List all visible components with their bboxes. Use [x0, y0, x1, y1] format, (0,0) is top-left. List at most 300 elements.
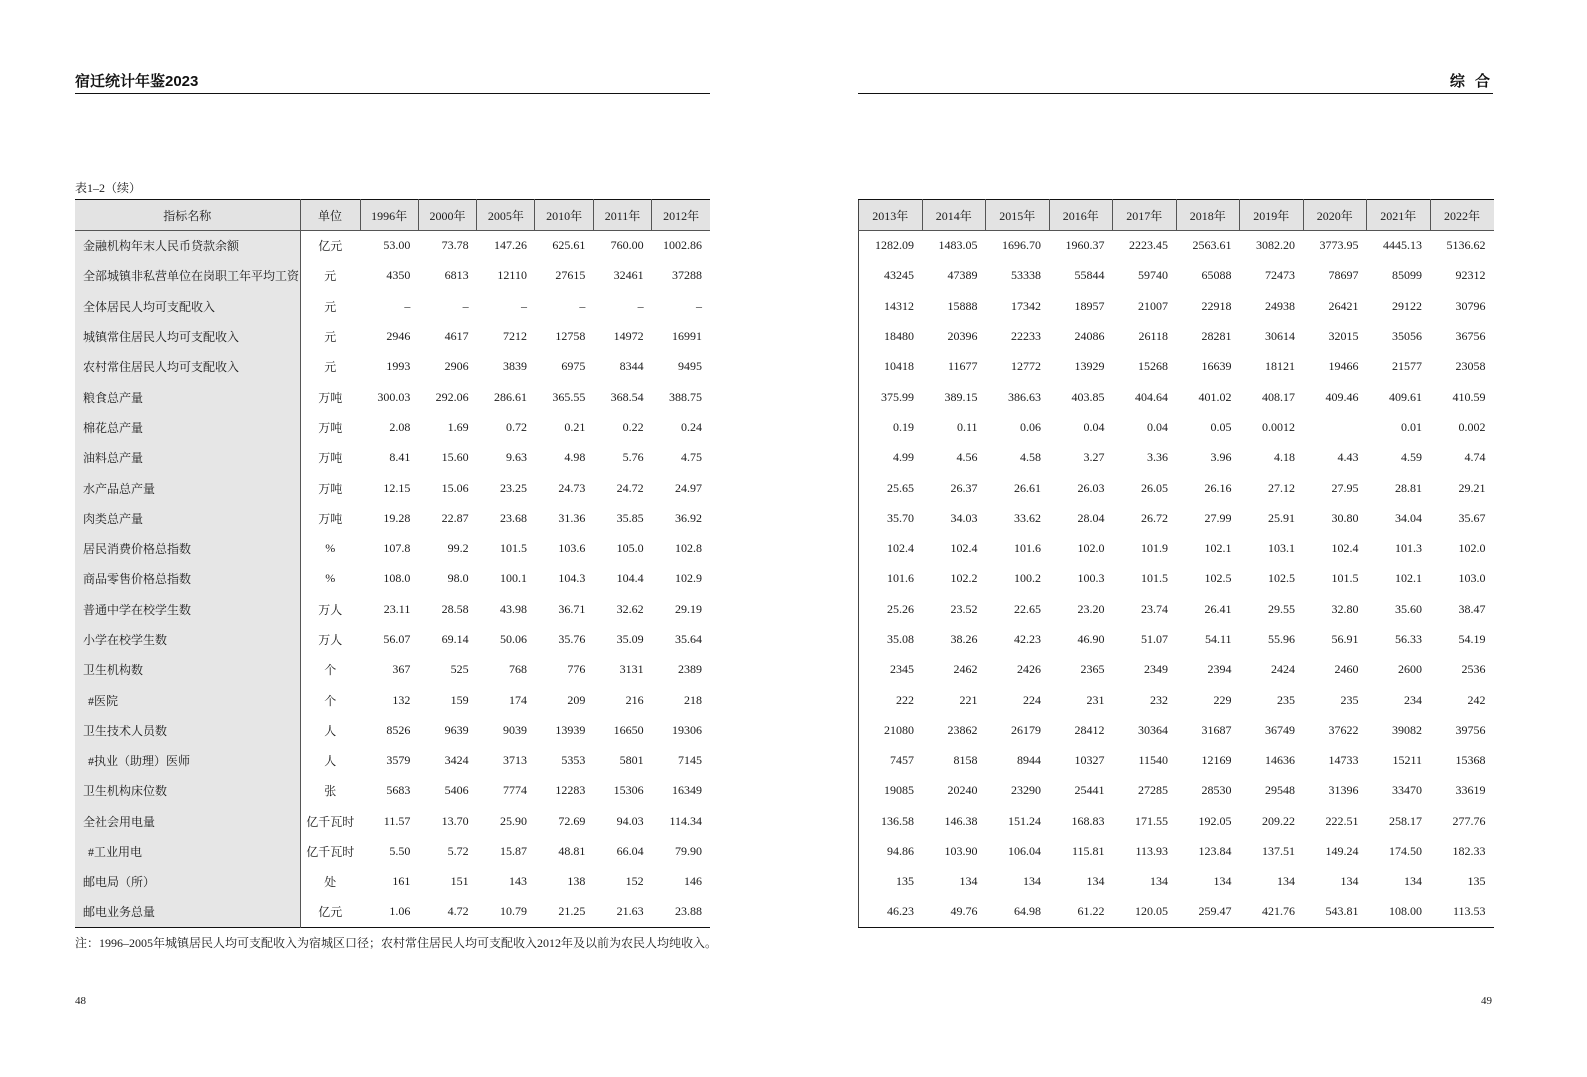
value-cell: 1002.86	[663, 238, 702, 253]
value-cell: –	[462, 298, 469, 313]
value-cell: 54.11	[1204, 632, 1232, 646]
value-cell: 26179	[1011, 722, 1041, 737]
value-cell: 102.0	[1077, 541, 1105, 556]
value-cell: 108.00	[1389, 904, 1422, 919]
unit-cell: 万吨	[318, 451, 343, 466]
value-cell: 543.81	[1325, 904, 1359, 919]
value-cell: 36749	[1265, 722, 1295, 737]
value-cell: 277.76	[1452, 813, 1486, 828]
unit-cell: 张	[324, 784, 337, 799]
value-cell: 66.04	[616, 844, 644, 859]
value-cell: 23.88	[675, 904, 702, 919]
value-cell: 409.46	[1325, 389, 1359, 404]
value-cell: 192.05	[1198, 813, 1232, 828]
unit-cell: 亿元	[318, 905, 343, 920]
value-cell: 625.61	[552, 238, 586, 253]
table-row	[859, 776, 1494, 806]
value-cell: 35.70	[887, 510, 914, 525]
value-cell: 171.55	[1135, 813, 1168, 828]
value-cell: 22233	[1011, 329, 1041, 344]
year-header: 2021年	[1367, 200, 1431, 231]
value-cell: 10327	[1074, 753, 1105, 768]
value-cell: 8526	[386, 722, 411, 737]
value-cell: 10.79	[499, 904, 527, 919]
value-cell: –	[696, 298, 702, 313]
value-cell: 23.11	[383, 601, 411, 616]
value-cell: 2394	[1207, 662, 1232, 677]
value-cell: 102.4	[950, 541, 978, 556]
value-cell: 3579	[386, 753, 411, 768]
indicator-cell: 全社会用电量	[75, 806, 300, 836]
value-cell: 26.37	[950, 480, 978, 495]
value-cell: 101.5	[1141, 571, 1168, 586]
value-cell: 4350	[386, 268, 411, 283]
table-row	[859, 655, 1494, 685]
value-cell: 367	[392, 662, 411, 677]
table-row	[75, 412, 710, 442]
value-cell: 49.76	[950, 904, 978, 919]
value-cell: 12758	[555, 329, 586, 344]
value-cell: 5.72	[447, 844, 469, 859]
value-cell: 94.03	[616, 813, 644, 828]
indicator-header: 指标名称	[75, 200, 300, 231]
table-row	[75, 594, 710, 624]
value-cell: 2462	[953, 662, 978, 677]
value-cell: 56.91	[1331, 632, 1359, 646]
value-cell: 2345	[890, 662, 914, 677]
value-cell: 101.5	[499, 541, 527, 556]
value-cell: 55844	[1074, 268, 1105, 283]
value-cell: 4.75	[681, 450, 702, 465]
value-cell: 388.75	[669, 389, 702, 404]
value-cell: 403.85	[1071, 389, 1105, 404]
value-cell: 0.0012	[1262, 419, 1295, 434]
table-body	[75, 231, 710, 928]
value-cell: –	[404, 298, 411, 313]
value-cell: 3713	[502, 753, 527, 768]
value-cell: 15888	[947, 298, 978, 313]
indicator-cell: 全体居民人均可支配收入	[75, 291, 300, 321]
table-row	[859, 231, 1494, 261]
value-cell: 17342	[1011, 298, 1041, 313]
year-header: 2022年	[1430, 200, 1494, 231]
value-cell: 151.24	[1008, 813, 1041, 828]
value-cell: 27.12	[1268, 480, 1295, 495]
table-row	[859, 867, 1494, 897]
table-row	[859, 503, 1494, 533]
value-cell: 33470	[1392, 783, 1422, 798]
value-cell: 168.83	[1071, 813, 1105, 828]
value-cell: –	[520, 298, 527, 313]
value-cell: 0.24	[681, 419, 702, 434]
value-cell: 389.15	[944, 389, 978, 404]
year-header: 2013年	[859, 200, 923, 231]
unit-cell: 万吨	[318, 481, 343, 496]
value-cell: 525	[450, 662, 469, 677]
value-cell: 22918	[1201, 298, 1232, 313]
value-cell: 258.17	[1389, 813, 1422, 828]
value-cell: 65088	[1201, 268, 1232, 283]
table-row	[859, 806, 1494, 836]
value-cell: 48.81	[558, 844, 586, 859]
value-cell: 9495	[678, 359, 702, 374]
value-cell: 36756	[1455, 329, 1486, 344]
value-cell: 32.80	[1331, 601, 1359, 616]
value-cell: 4.74	[1464, 450, 1486, 465]
value-cell: 159	[450, 692, 469, 707]
value-cell: 29.21	[1458, 480, 1486, 495]
value-cell: 99.2	[447, 541, 469, 556]
indicator-cell: 油料总产量	[75, 443, 300, 473]
value-cell: 5683	[386, 783, 411, 798]
value-cell: 232	[1150, 692, 1168, 707]
value-cell: 22.87	[441, 510, 469, 525]
value-cell: 69.14	[441, 632, 469, 646]
value-cell: 28281	[1201, 329, 1232, 344]
value-cell: 27285	[1138, 783, 1168, 798]
table-row	[859, 261, 1494, 291]
indicator-cell: 农村常住居民人均可支配收入	[75, 352, 300, 382]
value-cell: 760.00	[610, 238, 644, 253]
value-cell: 222.51	[1325, 813, 1359, 828]
value-cell: 401.02	[1198, 389, 1232, 404]
table-body	[859, 231, 1494, 928]
value-cell: 34.03	[950, 510, 978, 525]
value-cell: 134	[959, 874, 978, 889]
value-cell: 2424	[1271, 662, 1295, 677]
indicator-cell: 粮食总产量	[75, 382, 300, 412]
value-cell: 0.21	[564, 419, 586, 434]
value-cell: 13939	[555, 722, 586, 737]
value-cell: 12110	[497, 268, 527, 283]
table-row	[75, 655, 710, 685]
value-cell: 16639	[1201, 359, 1232, 374]
value-cell: 7145	[678, 753, 702, 768]
value-cell: 102.9	[675, 571, 702, 586]
value-cell: 0.19	[893, 419, 914, 434]
value-cell: 12772	[1011, 359, 1041, 374]
value-cell: 26118	[1138, 329, 1168, 344]
indicator-cell: 水产品总产量	[75, 473, 300, 503]
value-cell: 102.2	[950, 571, 978, 586]
unit-cell: 万人	[318, 602, 343, 617]
value-cell: 231	[1086, 692, 1105, 707]
value-cell: 18480	[884, 329, 914, 344]
value-cell: 102.1	[1395, 571, 1422, 586]
table-row	[859, 715, 1494, 745]
indicator-cell: 普通中学在校学生数	[75, 594, 300, 624]
value-cell: 14312	[884, 298, 914, 313]
value-cell: 21.63	[616, 904, 644, 919]
value-cell: 4.98	[564, 450, 586, 465]
value-cell: 292.06	[435, 389, 469, 404]
table-row	[859, 382, 1494, 412]
value-cell: 3.96	[1210, 450, 1232, 465]
value-cell: 6813	[444, 268, 469, 283]
header-row	[859, 200, 1494, 231]
unit-cell: 万吨	[318, 390, 343, 405]
value-cell: 2426	[1017, 662, 1041, 677]
value-cell: 30.80	[1331, 510, 1359, 525]
value-cell: 3839	[502, 359, 527, 374]
indicator-cell: 卫生机构床位数	[75, 776, 300, 806]
value-cell: 94.86	[887, 844, 914, 859]
unit-cell: 元	[324, 330, 337, 345]
value-cell: 103.90	[944, 844, 978, 859]
value-cell: 0.04	[1147, 419, 1168, 434]
value-cell: 102.5	[1204, 571, 1232, 586]
indicator-cell: 金融机构年末人民币贷款余额	[75, 231, 300, 261]
table-row	[859, 746, 1494, 776]
value-cell: 102.8	[675, 541, 702, 556]
value-cell: 0.22	[622, 419, 644, 434]
indicator-cell: 棉花总产量	[75, 412, 300, 442]
value-cell: 103.6	[558, 541, 586, 556]
value-cell: 152	[625, 874, 644, 889]
value-cell: 3.36	[1147, 450, 1168, 465]
value-cell: 28.58	[441, 601, 469, 616]
value-cell: 25441	[1074, 783, 1105, 798]
value-cell: 30796	[1455, 298, 1486, 313]
value-cell: 72473	[1265, 268, 1295, 283]
value-cell: 29548	[1265, 783, 1295, 798]
value-cell: 134	[1340, 874, 1359, 889]
table-row	[75, 503, 710, 533]
value-cell: 10418	[884, 359, 914, 374]
table-row	[859, 443, 1494, 473]
value-cell: 30364	[1138, 722, 1168, 737]
value-cell: 134	[1023, 874, 1041, 889]
value-cell: 2223.45	[1129, 238, 1168, 253]
value-cell: 3424	[444, 753, 469, 768]
value-cell: 209	[567, 692, 586, 707]
unit-cell: %	[325, 571, 336, 586]
value-cell: 113.53	[1452, 904, 1486, 919]
value-cell: 101.6	[887, 571, 914, 586]
value-cell: 0.05	[1210, 419, 1232, 434]
indicator-cell: 商品零售价格总指数	[75, 564, 300, 594]
year-header: 2020年	[1303, 200, 1367, 231]
indicator-cell: 邮电局（所）	[75, 867, 300, 897]
table-row	[75, 776, 710, 806]
value-cell: 134	[1213, 874, 1232, 889]
value-cell: 120.05	[1135, 904, 1168, 919]
value-cell: 33.62	[1014, 510, 1041, 525]
value-cell: 34.04	[1395, 510, 1422, 525]
indicator-cell: 卫生机构数	[75, 655, 300, 685]
data-table-right	[858, 199, 1494, 928]
value-cell: 59740	[1138, 268, 1168, 283]
value-cell: 39082	[1392, 722, 1422, 737]
value-cell: 21577	[1392, 359, 1422, 374]
value-cell: 102.0	[1458, 541, 1486, 556]
value-cell: 108.0	[383, 571, 411, 586]
value-cell: 286.61	[493, 389, 527, 404]
value-cell: 143	[508, 874, 527, 889]
unit-cell: %	[325, 541, 336, 556]
value-cell: 26421	[1328, 298, 1359, 313]
table-row	[75, 715, 710, 745]
unit-cell: 亿千瓦时	[306, 845, 355, 860]
value-cell: 15.87	[499, 844, 527, 859]
value-cell: 2600	[1398, 662, 1422, 677]
unit-cell: 处	[324, 875, 337, 890]
value-cell: 4.59	[1401, 450, 1422, 465]
value-cell: 408.17	[1262, 389, 1295, 404]
value-cell: 15.06	[441, 480, 469, 495]
value-cell: 29.19	[675, 601, 702, 616]
value-cell: 36.92	[675, 510, 702, 525]
table-row	[75, 321, 710, 351]
year-header: 1996年	[360, 200, 418, 231]
data-table-left	[75, 199, 710, 928]
table-row	[75, 443, 710, 473]
value-cell: 61.22	[1077, 904, 1105, 919]
value-cell: 410.59	[1452, 389, 1486, 404]
table-row	[75, 624, 710, 654]
value-cell: 5801	[619, 753, 644, 768]
value-cell: 768	[508, 662, 527, 677]
value-cell: 132	[392, 692, 411, 707]
value-cell: 35.64	[675, 632, 702, 646]
value-cell: 53.00	[383, 238, 411, 253]
value-cell: 2.08	[389, 419, 411, 434]
value-cell: 23058	[1455, 359, 1486, 374]
table-row	[75, 806, 710, 836]
indicator-cell: 肉类总产量	[75, 503, 300, 533]
right-page	[793, 0, 1587, 1077]
value-cell: 35.67	[1458, 510, 1486, 525]
value-cell: 151	[450, 874, 469, 889]
value-cell: 14972	[613, 329, 644, 344]
value-cell: 24.72	[616, 480, 644, 495]
value-cell: 101.6	[1014, 541, 1041, 556]
indicator-cell: 卫生技术人员数	[75, 715, 300, 745]
value-cell: 2946	[386, 329, 411, 344]
value-cell: 100.3	[1077, 571, 1105, 586]
value-cell: 101.9	[1141, 541, 1168, 556]
value-cell: 6975	[561, 359, 586, 374]
value-cell: 55.96	[1268, 632, 1295, 646]
value-cell: 73.78	[441, 238, 469, 253]
table-row	[75, 261, 710, 291]
value-cell: 31687	[1201, 722, 1232, 737]
indicator-cell: #执业（助理）医师	[75, 746, 300, 776]
year-header: 2000年	[418, 200, 476, 231]
year-header: 2019年	[1240, 200, 1304, 231]
indicator-cell: #医院	[75, 685, 300, 715]
value-cell: 50.06	[499, 632, 527, 646]
value-cell: 8158	[953, 753, 978, 768]
value-cell: 3082.20	[1256, 238, 1295, 253]
value-cell: 72.69	[558, 813, 586, 828]
table-row	[75, 352, 710, 382]
value-cell: 21007	[1138, 298, 1168, 313]
table-row	[75, 867, 710, 897]
year-header: 2010年	[535, 200, 593, 231]
value-cell: 15368	[1455, 753, 1486, 768]
value-cell: 21080	[884, 722, 914, 737]
value-cell: 104.4	[616, 571, 644, 586]
unit-cell: 万人	[318, 633, 343, 647]
value-cell: 100.1	[499, 571, 527, 586]
value-cell: 39756	[1455, 722, 1486, 737]
value-cell: 114.34	[669, 813, 702, 828]
value-cell: 4.56	[956, 450, 978, 465]
value-cell: 101.3	[1395, 541, 1422, 556]
value-cell: 23862	[947, 722, 978, 737]
value-cell: 135	[896, 874, 914, 889]
value-cell: 123.84	[1198, 844, 1232, 859]
value-cell: 22.65	[1014, 601, 1041, 616]
value-cell: 365.55	[552, 389, 586, 404]
value-cell	[1303, 412, 1367, 442]
value-cell: 4.99	[893, 450, 914, 465]
table-row	[75, 836, 710, 866]
value-cell: 5.76	[622, 450, 644, 465]
value-cell: 37288	[672, 268, 702, 283]
value-cell: 27615	[555, 268, 586, 283]
table-row	[859, 836, 1494, 866]
value-cell: 229	[1213, 692, 1232, 707]
value-cell: 149.24	[1325, 844, 1359, 859]
value-cell: 221	[959, 692, 978, 707]
table-row	[859, 321, 1494, 351]
value-cell: 1696.70	[1002, 238, 1041, 253]
value-cell: 13929	[1074, 359, 1105, 374]
unit-cell: 万吨	[318, 420, 343, 435]
indicator-cell: 居民消费价格总指数	[75, 533, 300, 563]
value-cell: 11540	[1138, 753, 1168, 768]
value-cell: 409.61	[1389, 389, 1422, 404]
value-cell: 103.1	[1268, 541, 1295, 556]
value-cell: 23290	[1011, 783, 1041, 798]
value-cell: 12.15	[383, 480, 411, 495]
value-cell: 15.60	[441, 450, 469, 465]
value-cell: 25.91	[1268, 510, 1295, 525]
unit-cell: 元	[324, 299, 337, 314]
page-number: 49	[1481, 995, 1492, 1007]
value-cell: 2536	[1461, 662, 1486, 677]
value-cell: 146	[684, 874, 702, 889]
value-cell: 421.76	[1262, 904, 1295, 919]
value-cell: 0.06	[1020, 419, 1041, 434]
table-caption: 表1–2（续）	[75, 181, 142, 195]
year-header: 2016年	[1049, 200, 1113, 231]
value-cell: 3131	[619, 662, 644, 677]
value-cell: 147.26	[493, 238, 527, 253]
value-cell: 32.62	[616, 601, 644, 616]
value-cell: 19085	[884, 783, 914, 798]
value-cell: 102.1	[1204, 541, 1232, 556]
value-cell: 5353	[561, 753, 586, 768]
value-cell: 42.23	[1014, 632, 1041, 646]
unit-cell: 亿千瓦时	[306, 814, 355, 829]
value-cell: 47389	[947, 268, 978, 283]
value-cell: 28530	[1201, 783, 1232, 798]
value-cell: 43245	[884, 268, 914, 283]
value-cell: 14636	[1265, 753, 1295, 768]
value-cell: 31396	[1328, 783, 1359, 798]
table-row	[859, 685, 1494, 715]
value-cell: 134	[1404, 874, 1422, 889]
value-cell: 234	[1404, 692, 1422, 707]
value-cell: 174	[508, 692, 527, 707]
table-row	[859, 897, 1494, 927]
value-cell: 103.0	[1458, 571, 1486, 586]
value-cell: 161	[392, 874, 411, 889]
value-cell: 32015	[1328, 329, 1359, 344]
